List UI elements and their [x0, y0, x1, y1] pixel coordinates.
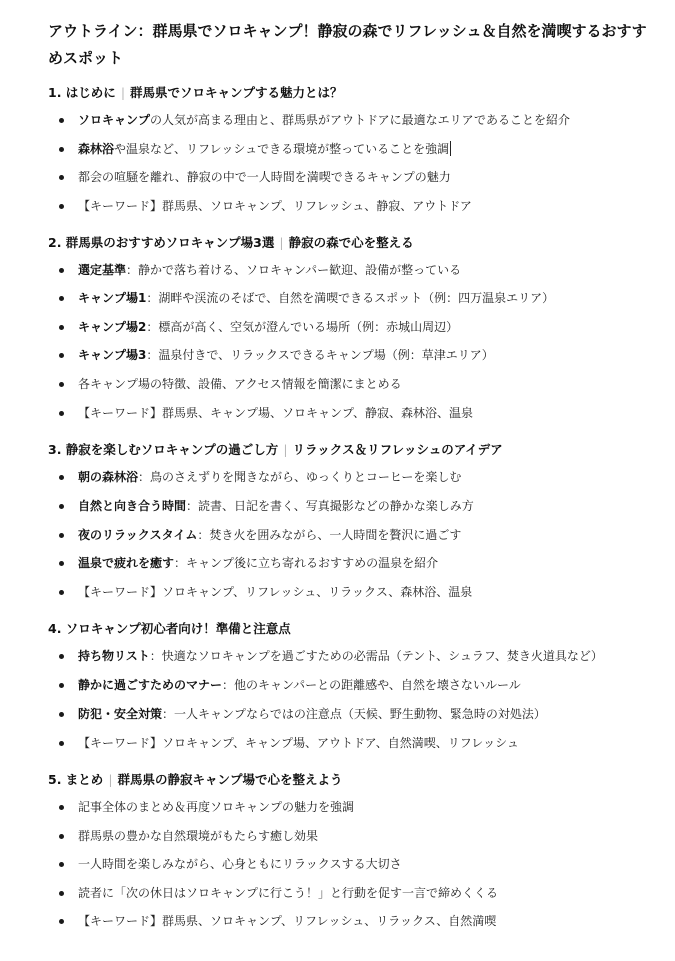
section-heading-5: [48, 771, 343, 789]
item-text: ：他のキャンパーとの距離感や、自然を壊さないルール: [222, 678, 521, 692]
bullet-dot-icon: [59, 561, 64, 566]
section-subtitle: 静寂の森で心を整える: [288, 235, 414, 250]
item-text: ：鳥のさえずりを聞きながら、ゆっくりとコーヒーを楽しむ: [138, 470, 462, 484]
bullet-dot-icon: [59, 504, 64, 509]
section-number: 2. 群馬県のおすすめソロキャンプ場3選: [48, 235, 275, 250]
item-text: ：湖畔や渓流のそばで、自然を満喫できるスポット（例：四万温泉エリア）: [146, 291, 555, 305]
bullet-dot-icon: [59, 683, 64, 688]
bullet-dot-icon: [59, 204, 64, 209]
section-subtitle: 群馬県の静寂キャンプ場で心を整えよう: [117, 772, 343, 787]
item-text: 記事全体のまとめ＆再度ソロキャンプの魅力を強調: [78, 800, 355, 814]
bullet-dot-icon: [59, 411, 64, 416]
text-cursor: [450, 141, 451, 156]
section-subtitle: 群馬県でソロキャンプする魅力とは？: [130, 85, 343, 100]
item-term: キャンプ場1: [78, 291, 147, 305]
item-text: ：静かで落ち着ける、ソロキャンパー歓迎、設備が整っている: [126, 263, 462, 277]
item-text: ：標高が高く、空気が澄んでいる場所（例：赤城山周辺）: [146, 320, 459, 334]
item-text: や温泉など、リフレッシュできる環境が整っていることを強調: [114, 142, 450, 156]
item-text: ：読書、日記を書く、写真撮影などの静かな楽しみ方: [186, 499, 474, 513]
item-text: ：焚き火を囲みながら、一人時間を贅沢に過ごす: [197, 528, 462, 542]
item-term: 夜のリラックスタイム: [78, 528, 198, 542]
section-number: 1. はじめに: [48, 85, 116, 100]
section-heading-2: [48, 234, 414, 252]
section-heading-1: [48, 84, 343, 102]
item-term: 選定基準: [78, 263, 127, 277]
bullet-dot-icon: [59, 919, 64, 924]
item-text: ：一人キャンプならではの注意点（天候、野生動物、緊急時の対処法）: [162, 707, 546, 721]
section-number: 3. 静寂を楽しむソロキャンプの過ごし方: [48, 442, 279, 457]
item-term: 朝の森林浴: [78, 470, 139, 484]
item-text: 一人時間を楽しみながら、心身ともにリラックスする大切さ: [78, 857, 402, 871]
item-term: 持ち物リスト: [78, 649, 150, 663]
item-text: 群馬県の豊かな自然環境がもたらす癒し効果: [78, 829, 319, 843]
section-heading-4: [48, 620, 291, 638]
bullet-dot-icon: [59, 118, 64, 123]
bullet-dot-icon: [59, 268, 64, 273]
item-text: 【キーワード】ソロキャンプ、キャンプ場、アウトドア、自然満喫、リフレッシュ: [78, 736, 519, 750]
item-term: キャンプ場2: [78, 320, 147, 334]
item-text: 読者に「次の休日はソロキャンプに行こう！」と行動を促す一言で締めくくる: [78, 886, 499, 900]
bullet-dot-icon: [59, 147, 64, 152]
bullet-dot-icon: [59, 475, 64, 480]
bullet-dot-icon: [59, 834, 64, 839]
bullet-dot-icon: [59, 654, 64, 659]
heading-separator: |: [283, 442, 288, 457]
item-text: ：キャンプ後に立ち寄れるおすすめの温泉を紹介: [174, 556, 439, 570]
heading-separator: |: [279, 235, 284, 250]
heading-separator: |: [108, 772, 113, 787]
item-term: 自然と向き合う時間: [78, 499, 187, 513]
item-term: 温泉で疲れを癒す: [78, 556, 175, 570]
bullet-dot-icon: [59, 712, 64, 717]
bullet-dot-icon: [59, 741, 64, 746]
item-text: 各キャンプ場の特徴、設備、アクセス情報を簡潔にまとめる: [78, 377, 402, 391]
item-term: 森林浴: [78, 142, 115, 156]
section-number: 5. まとめ: [48, 772, 104, 787]
item-term: ソロキャンプ: [78, 113, 151, 127]
bullet-dot-icon: [59, 862, 64, 867]
item-text: 【キーワード】ソロキャンプ、リフレッシュ、リラックス、森林浴、温泉: [78, 585, 473, 599]
item-term: 防犯・安全対策: [78, 707, 163, 721]
item-text: 都会の喧騒を離れ、静寂の中で一人時間を満喫できるキャンプの魅力: [78, 170, 451, 184]
item-text: 【キーワード】群馬県、キャンプ場、ソロキャンプ、静寂、森林浴、温泉: [78, 406, 474, 420]
item-term: 静かに過ごすためのマナー: [78, 678, 223, 692]
section-number: 4. ソロキャンプ初心者向け！準備と注意点: [48, 621, 291, 636]
bullet-dot-icon: [59, 175, 64, 180]
bullet-dot-icon: [59, 353, 64, 358]
section-heading-3: [48, 441, 503, 459]
item-text: 【キーワード】群馬県、ソロキャンプ、リフレッシュ、静寂、アウトドア: [78, 199, 472, 213]
bullet-dot-icon: [59, 296, 64, 301]
bullet-dot-icon: [59, 891, 64, 896]
bullet-dot-icon: [59, 805, 64, 810]
bullet-dot-icon: [59, 382, 64, 387]
section-subtitle: リラックス＆リフレッシュのアイデア: [292, 442, 503, 457]
item-text: 【キーワード】群馬県、ソロキャンプ、リフレッシュ、リラックス、自然満喫: [78, 914, 497, 928]
item-text: ：温泉付きで、リラックスできるキャンプ場（例：草津エリア）: [146, 348, 494, 362]
bullet-dot-icon: [59, 325, 64, 330]
item-text: の人気が高まる理由と、群馬県がアウトドアに最適なエリアであることを紹介: [150, 113, 571, 127]
bullet-dot-icon: [59, 533, 64, 538]
heading-separator: |: [120, 85, 126, 100]
bullet-dot-icon: [59, 590, 64, 595]
outline-title: アウトライン：群馬県でソロキャンプ！静寂の森でリフレッシュ＆自然を満喫するおすすめスポット: [48, 22, 647, 67]
item-term: キャンプ場3: [78, 348, 147, 362]
item-text: ：快適なソロキャンプを過ごすための必需品（テント、シュラフ、焚き火道具など）: [149, 649, 603, 663]
